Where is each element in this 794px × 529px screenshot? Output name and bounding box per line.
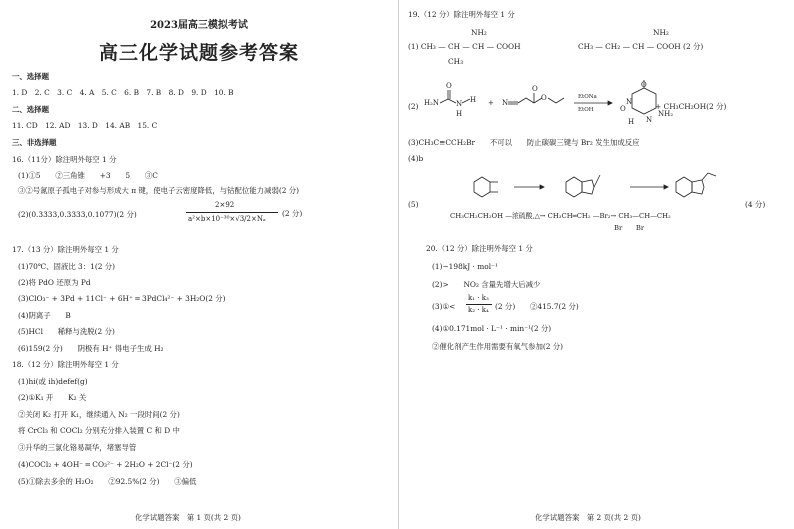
choice-answers-1: 1. D 2. C 3. C 4. A 5. C 6. B 7. B 8. D 9. D 10. B: [12, 88, 234, 97]
svg-text:H: H: [470, 96, 477, 104]
svg-text:N: N: [456, 100, 463, 108]
reagent-top: EtONa: [578, 94, 597, 100]
page-footer-1: 化学试题答案 第 1 页(共 2 页): [135, 513, 241, 522]
svg-text:O: O: [532, 85, 538, 93]
svg-text:O: O: [641, 81, 647, 89]
q19-synthesis-scheme: [470, 168, 770, 214]
q16-fraction-denominator: a²×b×10⁻³⁰×√3/2×Nₐ: [188, 215, 266, 223]
q16-fraction-numerator: 2×92: [215, 201, 235, 209]
section-heading-choice-2: 二、选择题: [12, 105, 49, 114]
q17-answer-1: (1)70℃、固液比 3：1(2 分): [18, 262, 116, 271]
svg-text:O: O: [620, 105, 626, 113]
amino-group-label: NH₂: [471, 28, 487, 37]
q19-answer-5-bromine: Br Br: [614, 224, 645, 232]
q19-heading: 19.（12 分）除注明外每空 1 分: [408, 10, 515, 19]
page-footer-2: 化学试题答案 第 2 页(共 2 页): [535, 513, 641, 522]
q19-answer-2-product: + CH₃CH₂OH(2 分): [655, 102, 727, 111]
q16-answer-1: (1)①5 ②三角锥 +3 5 ③C: [18, 171, 158, 180]
page-divider: [398, 0, 399, 529]
q17-answer-4: (4)阴离子 B: [18, 311, 71, 320]
q20-answer-2: (2)> NO₂ 含量先增大后减少: [432, 280, 541, 289]
q17-answer-3: (3)ClO₃⁻ + 3Pd + 11Cl⁻ + 6H⁺ ═ 3PdCl₄²⁻ + 3H₂O(2 分): [18, 294, 226, 303]
section-heading-nonchoice: 三、非选择题: [12, 138, 57, 147]
svg-text:+: +: [488, 99, 494, 107]
q19-answer-1-structure-a: (1) CH₃ — CH — CH — COOH: [408, 42, 521, 51]
svg-text:H: H: [456, 110, 463, 118]
q17-answer-6: (6)159(2 分) 阴极有 H⁺ 得电子生成 H₂: [18, 344, 164, 353]
q18-answer-3: ②关闭 K₂ 打开 K₁，继续通入 N₂ 一段时间(2 分): [18, 410, 180, 419]
svg-text:N: N: [626, 98, 633, 106]
q17-answer-2: (2)将 PdO 还原为 Pd: [18, 278, 91, 287]
q17-answer-5: (5)HCl 稀释与洗脱(2 分): [18, 327, 115, 336]
reagent-bottom: EtOH: [578, 107, 594, 113]
exam-title: 2023届高三模拟考试: [150, 20, 248, 31]
q18-answer-2: (2)①K₁ 开 K₂ 关: [18, 393, 87, 402]
q18-answer-1: (1)hi(或 ih)defef(g): [18, 377, 88, 386]
page-title: 高三化学试题参考答案: [98, 42, 299, 64]
fraction-bar: [186, 212, 278, 213]
q19-answer-5-label: (5): [408, 200, 419, 209]
q20-fraction-denominator: k₂ · k₄: [468, 306, 489, 314]
q18-heading: 18.（12 分）除注明外每空 1 分: [12, 360, 119, 369]
svg-text:O: O: [541, 94, 547, 102]
q16-heading: 16.（11分）除注明外每空 1 分: [12, 155, 117, 164]
svg-text:H₂N: H₂N: [424, 99, 440, 107]
q20-answer-4: (4)①0.171mol · L⁻¹ · min⁻¹(2 分): [432, 324, 552, 333]
answer-page-2: [400, 0, 794, 529]
methyl-group-label: CH₃: [448, 57, 464, 66]
q16-score-note: (2 分): [282, 209, 303, 218]
q16-answer-2: ③②号氮原子孤电子对参与形成大 π 键，使电子云密度降低，与钴配位能力减弱(2 分): [18, 186, 300, 195]
q19-answer-4: (4)b: [408, 154, 424, 163]
svg-text:NH₂: NH₂: [658, 110, 674, 118]
svg-text:O: O: [446, 82, 452, 90]
q20-fraction-bar: [466, 304, 492, 305]
q19-answer-1-structure-b: CH₃ — CH₂ — CH — COOH (2 分): [578, 42, 704, 51]
choice-answers-2: 11. CD 12. AD 13. D 14. AB 15. C: [12, 121, 158, 130]
q17-heading: 17.（13 分）除注明外每空 1 分: [12, 245, 119, 254]
svg-text:H: H: [628, 118, 635, 126]
q18-answer-7: (5)①除去多余的 H₂O₂ ②92.5%(2 分) ③偏低: [18, 477, 197, 486]
amino-group-label-b: NH₂: [653, 28, 669, 37]
section-heading-choice-1: 一、选择题: [12, 72, 49, 81]
svg-text:N: N: [646, 116, 653, 124]
q18-answer-4: 将 CrCl₃ 和 COCl₂ 分别充分排入装置 C 和 D 中: [18, 426, 180, 435]
svg-text:N: N: [502, 99, 509, 107]
q20-answer-5: ②催化剂产生作用需要有氧气参加(2 分): [432, 342, 564, 351]
q20-heading: 20.（12 分）除注明外每空 1 分: [426, 244, 533, 253]
q18-answer-6: (4)COCl₂ + 4OH⁻ ═ CO₃²⁻ + 2H₂O + 2Cl⁻(2 分): [18, 460, 193, 469]
q20-answer-3-b: (2 分) ②415.7(2 分): [495, 302, 579, 311]
q20-fraction-numerator: k₁ · k₃: [468, 294, 489, 302]
q18-answer-5: ③升华的三氯化铬易凝华，堵塞导管: [18, 443, 137, 452]
q19-answer-5-score: (4 分): [745, 200, 766, 209]
q20-answer-1: (1)−198kJ · mol⁻¹: [432, 262, 498, 271]
q19-answer-3: (3)CH₃C≡CCH₂Br 不可以 防止碳碳三键与 Br₂ 发生加成反应: [408, 138, 640, 147]
q19-answer-2-label: (2): [408, 102, 419, 111]
q20-answer-3-a: (3)①<: [432, 302, 456, 311]
q19-answer-5-route: CH₃CH₂CH₂OH —浓硫酸,△→ CH₃CH═CH₂ —Br₂→ CH₃—CH—CH₂: [450, 212, 671, 220]
q16-answer-3: (2)(0.3333,0.3333,0.1077)(2 分): [18, 210, 137, 219]
